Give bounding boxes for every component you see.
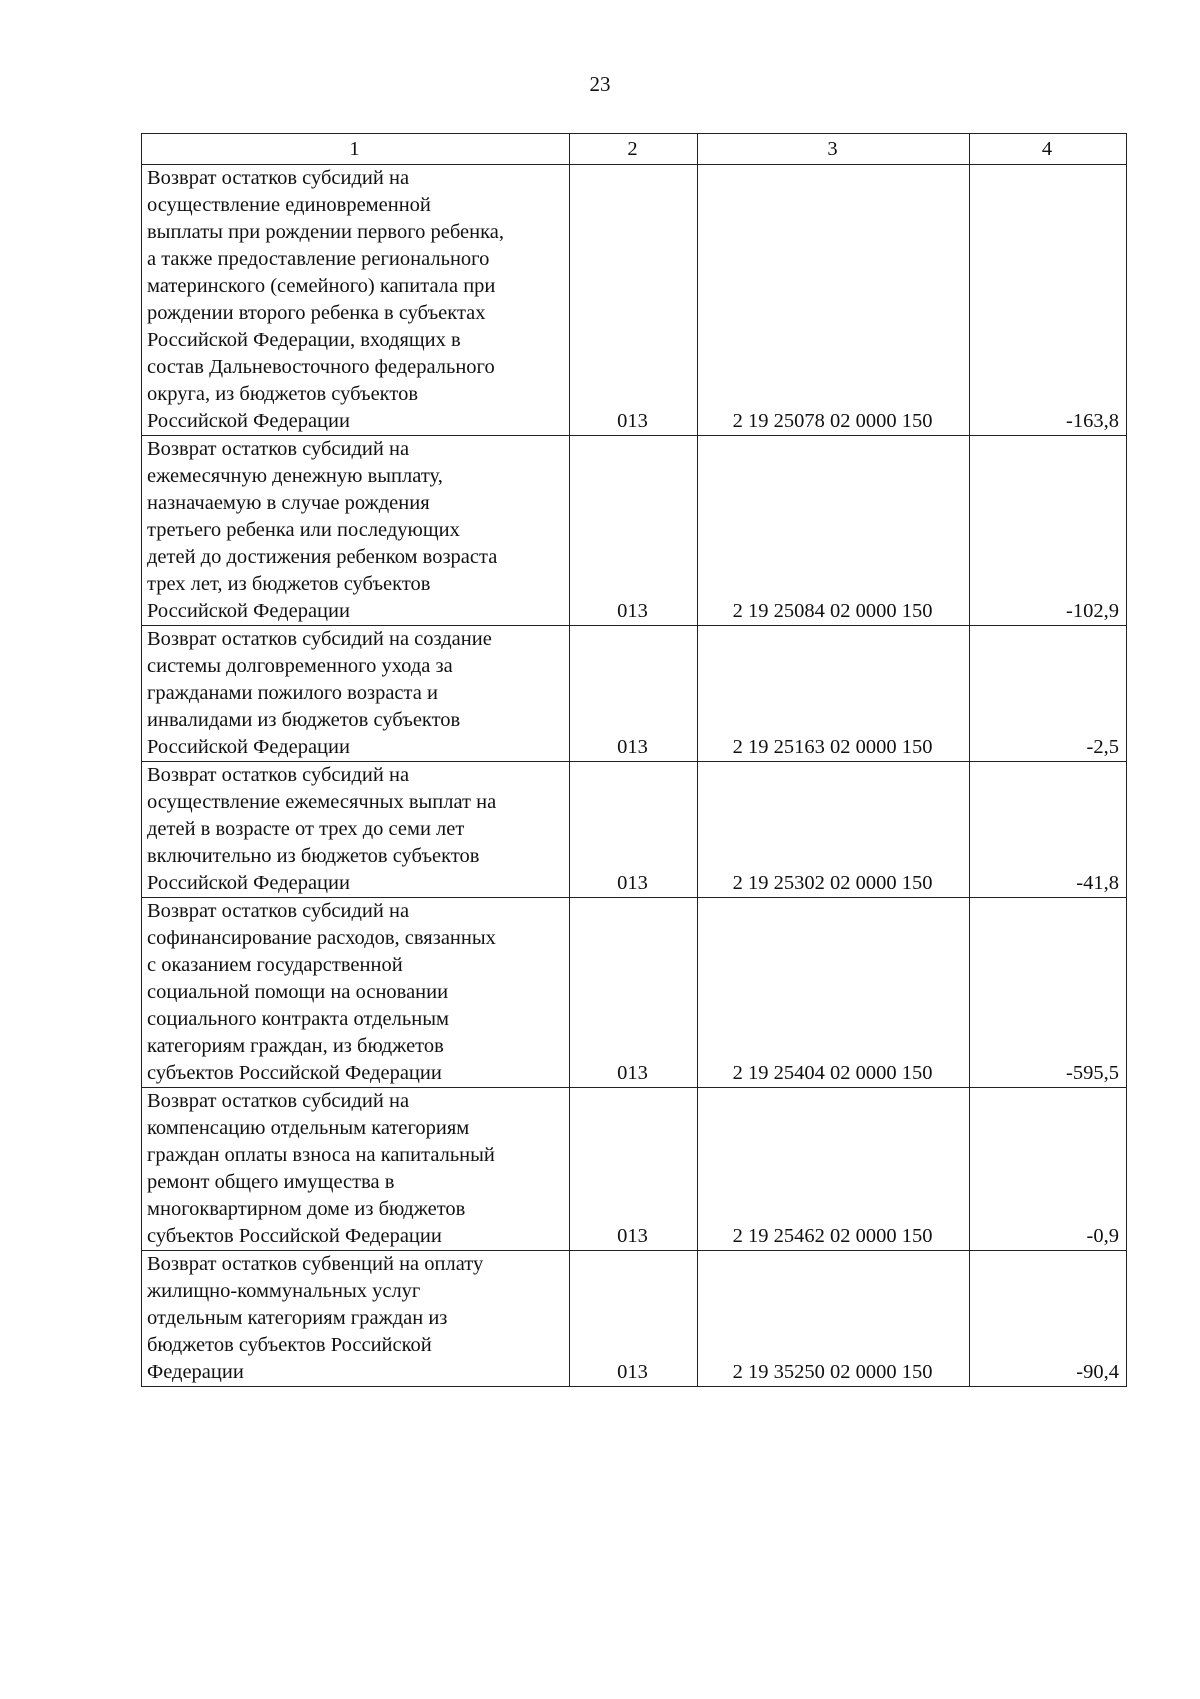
description-line: детей до достижения ребенком возраста xyxy=(147,546,498,568)
description-line: Возврат остатков субвенций на оплату xyxy=(147,1253,484,1275)
description-line: гражданами пожилого возраста и xyxy=(147,682,438,704)
column-header-2: 2 xyxy=(570,134,698,165)
budget-classification-code: 2 19 25084 02 0000 150 xyxy=(698,436,970,626)
description-line: рождении второго ребенка в субъектах xyxy=(147,302,486,324)
description-line: ремонт общего имущества в xyxy=(147,1171,395,1193)
table-row xyxy=(142,436,1127,626)
amount-value: -595,5 xyxy=(970,898,1127,1088)
description-line: Возврат остатков субсидий на xyxy=(147,1090,410,1112)
description-line: категориям граждан, из бюджетов xyxy=(147,1035,444,1057)
header-row xyxy=(142,134,1127,165)
admin-code: 013 xyxy=(570,165,698,436)
table-header xyxy=(142,134,1127,165)
description-line: граждан оплаты взноса на капитальный xyxy=(147,1144,495,1166)
row-description xyxy=(142,626,570,762)
description-line: Возврат остатков субсидий на xyxy=(147,900,410,922)
budget-classification-code: 2 19 25404 02 0000 150 xyxy=(698,898,970,1088)
admin-code: 013 xyxy=(570,1088,698,1251)
table-row xyxy=(142,1251,1127,1387)
description-line: осуществление ежемесячных выплат на xyxy=(147,791,497,813)
table-row xyxy=(142,626,1127,762)
admin-code: 013 xyxy=(570,1251,698,1387)
description-line: с оказанием государственной xyxy=(147,954,403,976)
description-line: субъектов Российской Федерации xyxy=(147,1062,442,1084)
description-line: бюджетов субъектов Российской xyxy=(147,1334,432,1356)
column-header-4: 4 xyxy=(970,134,1127,165)
admin-code: 013 xyxy=(570,898,698,1088)
description-line: субъектов Российской Федерации xyxy=(147,1225,442,1247)
table-row xyxy=(142,165,1127,436)
description-line: включительно из бюджетов субъектов xyxy=(147,845,480,867)
amount-value: -163,8 xyxy=(970,165,1127,436)
amount-value: -41,8 xyxy=(970,762,1127,898)
amount-value: -2,5 xyxy=(970,626,1127,762)
row-description xyxy=(142,1251,570,1387)
description-line: инвалидами из бюджетов субъектов xyxy=(147,709,461,731)
budget-classification-code: 2 19 35250 02 0000 150 xyxy=(698,1251,970,1387)
description-line: третьего ребенка или последующих xyxy=(147,519,460,541)
budget-classification-code: 2 19 25302 02 0000 150 xyxy=(698,762,970,898)
description-line: ежемесячную денежную выплату, xyxy=(147,465,443,487)
budget-classification-code: 2 19 25163 02 0000 150 xyxy=(698,626,970,762)
description-line: компенсацию отдельным категориям xyxy=(147,1117,470,1139)
description-line: Возврат остатков субсидий на xyxy=(147,764,410,786)
description-line: Возврат остатков субсидий на xyxy=(147,167,410,189)
description-line: назначаемую в случае рождения xyxy=(147,492,430,514)
budget-classification-code: 2 19 25462 02 0000 150 xyxy=(698,1088,970,1251)
description-line: детей в возрасте от трех до семи лет xyxy=(147,818,465,840)
table-row xyxy=(142,898,1127,1088)
description-line: трех лет, из бюджетов субъектов xyxy=(147,573,431,595)
page-number: 23 xyxy=(589,72,611,96)
description-line: округа, из бюджетов субъектов xyxy=(147,383,418,405)
description-line: Федерации xyxy=(147,1361,244,1383)
column-header-1: 1 xyxy=(142,134,570,165)
row-description xyxy=(142,898,570,1088)
amount-value: -90,4 xyxy=(970,1251,1127,1387)
description-line: Российской Федерации, входящих в xyxy=(147,329,461,351)
description-line: материнского (семейного) капитала при xyxy=(147,275,496,297)
column-header-3: 3 xyxy=(698,134,970,165)
description-line: софинансирование расходов, связанных xyxy=(147,927,496,949)
description-line: Российской Федерации xyxy=(147,872,350,894)
description-line: Российской Федерации xyxy=(147,736,350,758)
description-line: состав Дальневосточного федерального xyxy=(147,356,495,378)
row-description xyxy=(142,165,570,436)
row-description xyxy=(142,1088,570,1251)
description-line: отдельным категориям граждан из xyxy=(147,1307,448,1329)
description-line: социальной помощи на основании xyxy=(147,981,449,1003)
admin-code: 013 xyxy=(570,762,698,898)
description-line: а также предоставление регионального xyxy=(147,248,490,270)
description-line: системы долговременного ухода за xyxy=(147,655,453,677)
table-body xyxy=(142,165,1127,1387)
description-line: многоквартирном доме из бюджетов xyxy=(147,1198,466,1220)
table-row xyxy=(142,1088,1127,1251)
amount-value: -102,9 xyxy=(970,436,1127,626)
description-line: осуществление единовременной xyxy=(147,194,431,216)
admin-code: 013 xyxy=(570,626,698,762)
budget-classification-code: 2 19 25078 02 0000 150 xyxy=(698,165,970,436)
description-line: Возврат остатков субсидий на создание xyxy=(147,628,492,650)
row-description xyxy=(142,762,570,898)
description-line: Российской Федерации xyxy=(147,600,350,622)
description-line: социального контракта отдельным xyxy=(147,1008,449,1030)
description-line: выплаты при рождении первого ребенка, xyxy=(147,221,504,243)
description-line: Российской Федерации xyxy=(147,410,350,432)
description-line: жилищно-коммунальных услуг xyxy=(147,1280,421,1302)
table-row xyxy=(142,762,1127,898)
amount-value: -0,9 xyxy=(970,1088,1127,1251)
budget-table xyxy=(141,133,1127,1387)
row-description xyxy=(142,436,570,626)
description-line: Возврат остатков субсидий на xyxy=(147,438,410,460)
admin-code: 013 xyxy=(570,436,698,626)
